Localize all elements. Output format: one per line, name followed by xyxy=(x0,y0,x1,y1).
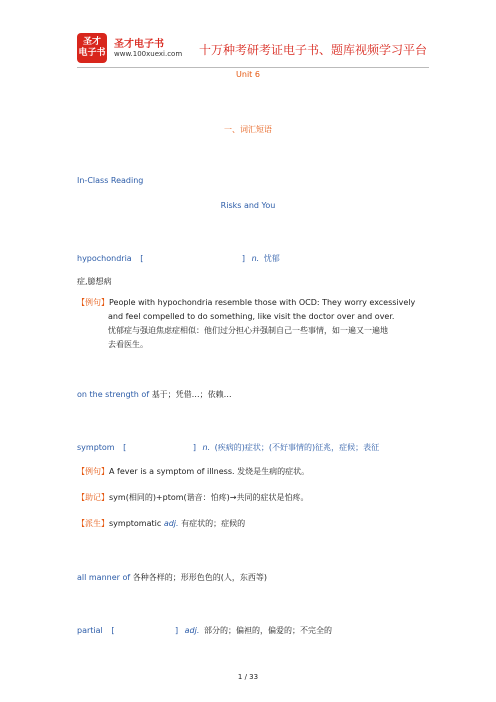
subsection-title: In-Class Reading xyxy=(77,176,144,185)
meaning: (疾病的)症状；(不好事情的)征兆，症候；表征 xyxy=(214,443,380,452)
phonetic-bracket-open: [ xyxy=(140,254,144,263)
phonetic-bracket-open: [ xyxy=(111,626,115,635)
example-zh-line-2: 去看医生。 xyxy=(108,340,148,349)
example-text: A fever is a symptom of illness. 发烧是生病的症状。 xyxy=(109,467,310,476)
meaning: 部分的；偏袒的，偏爱的；不完全的 xyxy=(203,626,332,635)
derived-meaning: 有症状的；症候的 xyxy=(181,519,246,528)
headword: hypochondria xyxy=(77,254,132,263)
derived-word: symptomatic xyxy=(109,519,162,528)
phrase: all manner of xyxy=(77,573,131,582)
derived-pos: adj. xyxy=(163,519,179,528)
header-divider xyxy=(77,67,429,68)
meaning: 忧郁 xyxy=(263,254,280,263)
phonetic-bracket-close: ] xyxy=(174,626,179,635)
phrase-meaning: 基于；凭借…；依赖… xyxy=(151,390,232,399)
example-line-2: and feel compelled to do something, like visit the doctor over and over. xyxy=(108,312,395,321)
brand-name: 圣才电子书 xyxy=(114,39,164,50)
phonetic-bracket-open: [ xyxy=(123,443,127,452)
phrase-meaning: 各种各样的；形形色色的(人，东西等) xyxy=(132,573,267,582)
example-line-1 xyxy=(77,298,415,308)
symptom-derived xyxy=(77,519,245,529)
entry-hypochondria-headword xyxy=(77,254,280,264)
article-title: Risks and You xyxy=(220,201,276,210)
logo-bottom-text: 电子书 xyxy=(78,48,106,58)
page-header xyxy=(0,0,496,66)
part-of-speech: n. xyxy=(251,254,260,263)
example-en: People with hypochondria resemble those with OCD: They worry excessively xyxy=(109,298,416,307)
section-title: 一、词汇短语 xyxy=(224,125,272,134)
brand-logo xyxy=(77,33,107,63)
page-number: 1 / 33 xyxy=(237,673,259,681)
headword: partial xyxy=(77,626,103,635)
mnemonic-text: sym(相同的)+ptom(谐音：怕疼)→共同的症状是怕疼。 xyxy=(109,493,309,502)
logo-top-text: 圣才 xyxy=(82,37,101,47)
headword: symptom xyxy=(77,443,115,452)
symptom-example xyxy=(77,467,309,477)
part-of-speech: adj. xyxy=(184,626,200,635)
derived-tag: 【派生】 xyxy=(77,519,109,528)
example-tag: 【例句】 xyxy=(77,467,109,476)
mnemonic-tag: 【助记】 xyxy=(77,493,109,502)
meaning-continued: 症,臆想病 xyxy=(77,277,112,286)
phrase: on the strength of xyxy=(77,390,150,399)
example-zh-line-1: 忧郁症与强迫焦虑症相似：他们过分担心并强制自己一些事情，如一遍又一遍地 xyxy=(108,326,388,335)
phonetic-bracket-close: ] xyxy=(192,443,196,452)
entry-strength xyxy=(77,390,232,400)
entry-manner xyxy=(77,573,267,583)
entry-symptom-headword xyxy=(77,443,379,453)
phonetic-bracket-close: ] xyxy=(241,254,246,263)
entry-partial-headword xyxy=(77,626,332,636)
example-tag: 【例句】 xyxy=(77,298,109,307)
unit-title: Unit 6 xyxy=(236,70,260,79)
brand-url[interactable]: www.100xuexi.com xyxy=(114,50,183,58)
symptom-mnemonic xyxy=(77,493,309,503)
part-of-speech: n. xyxy=(202,443,211,452)
header-slogan: 十万种考研考证电子书、题库视频学习平台 xyxy=(199,43,428,57)
